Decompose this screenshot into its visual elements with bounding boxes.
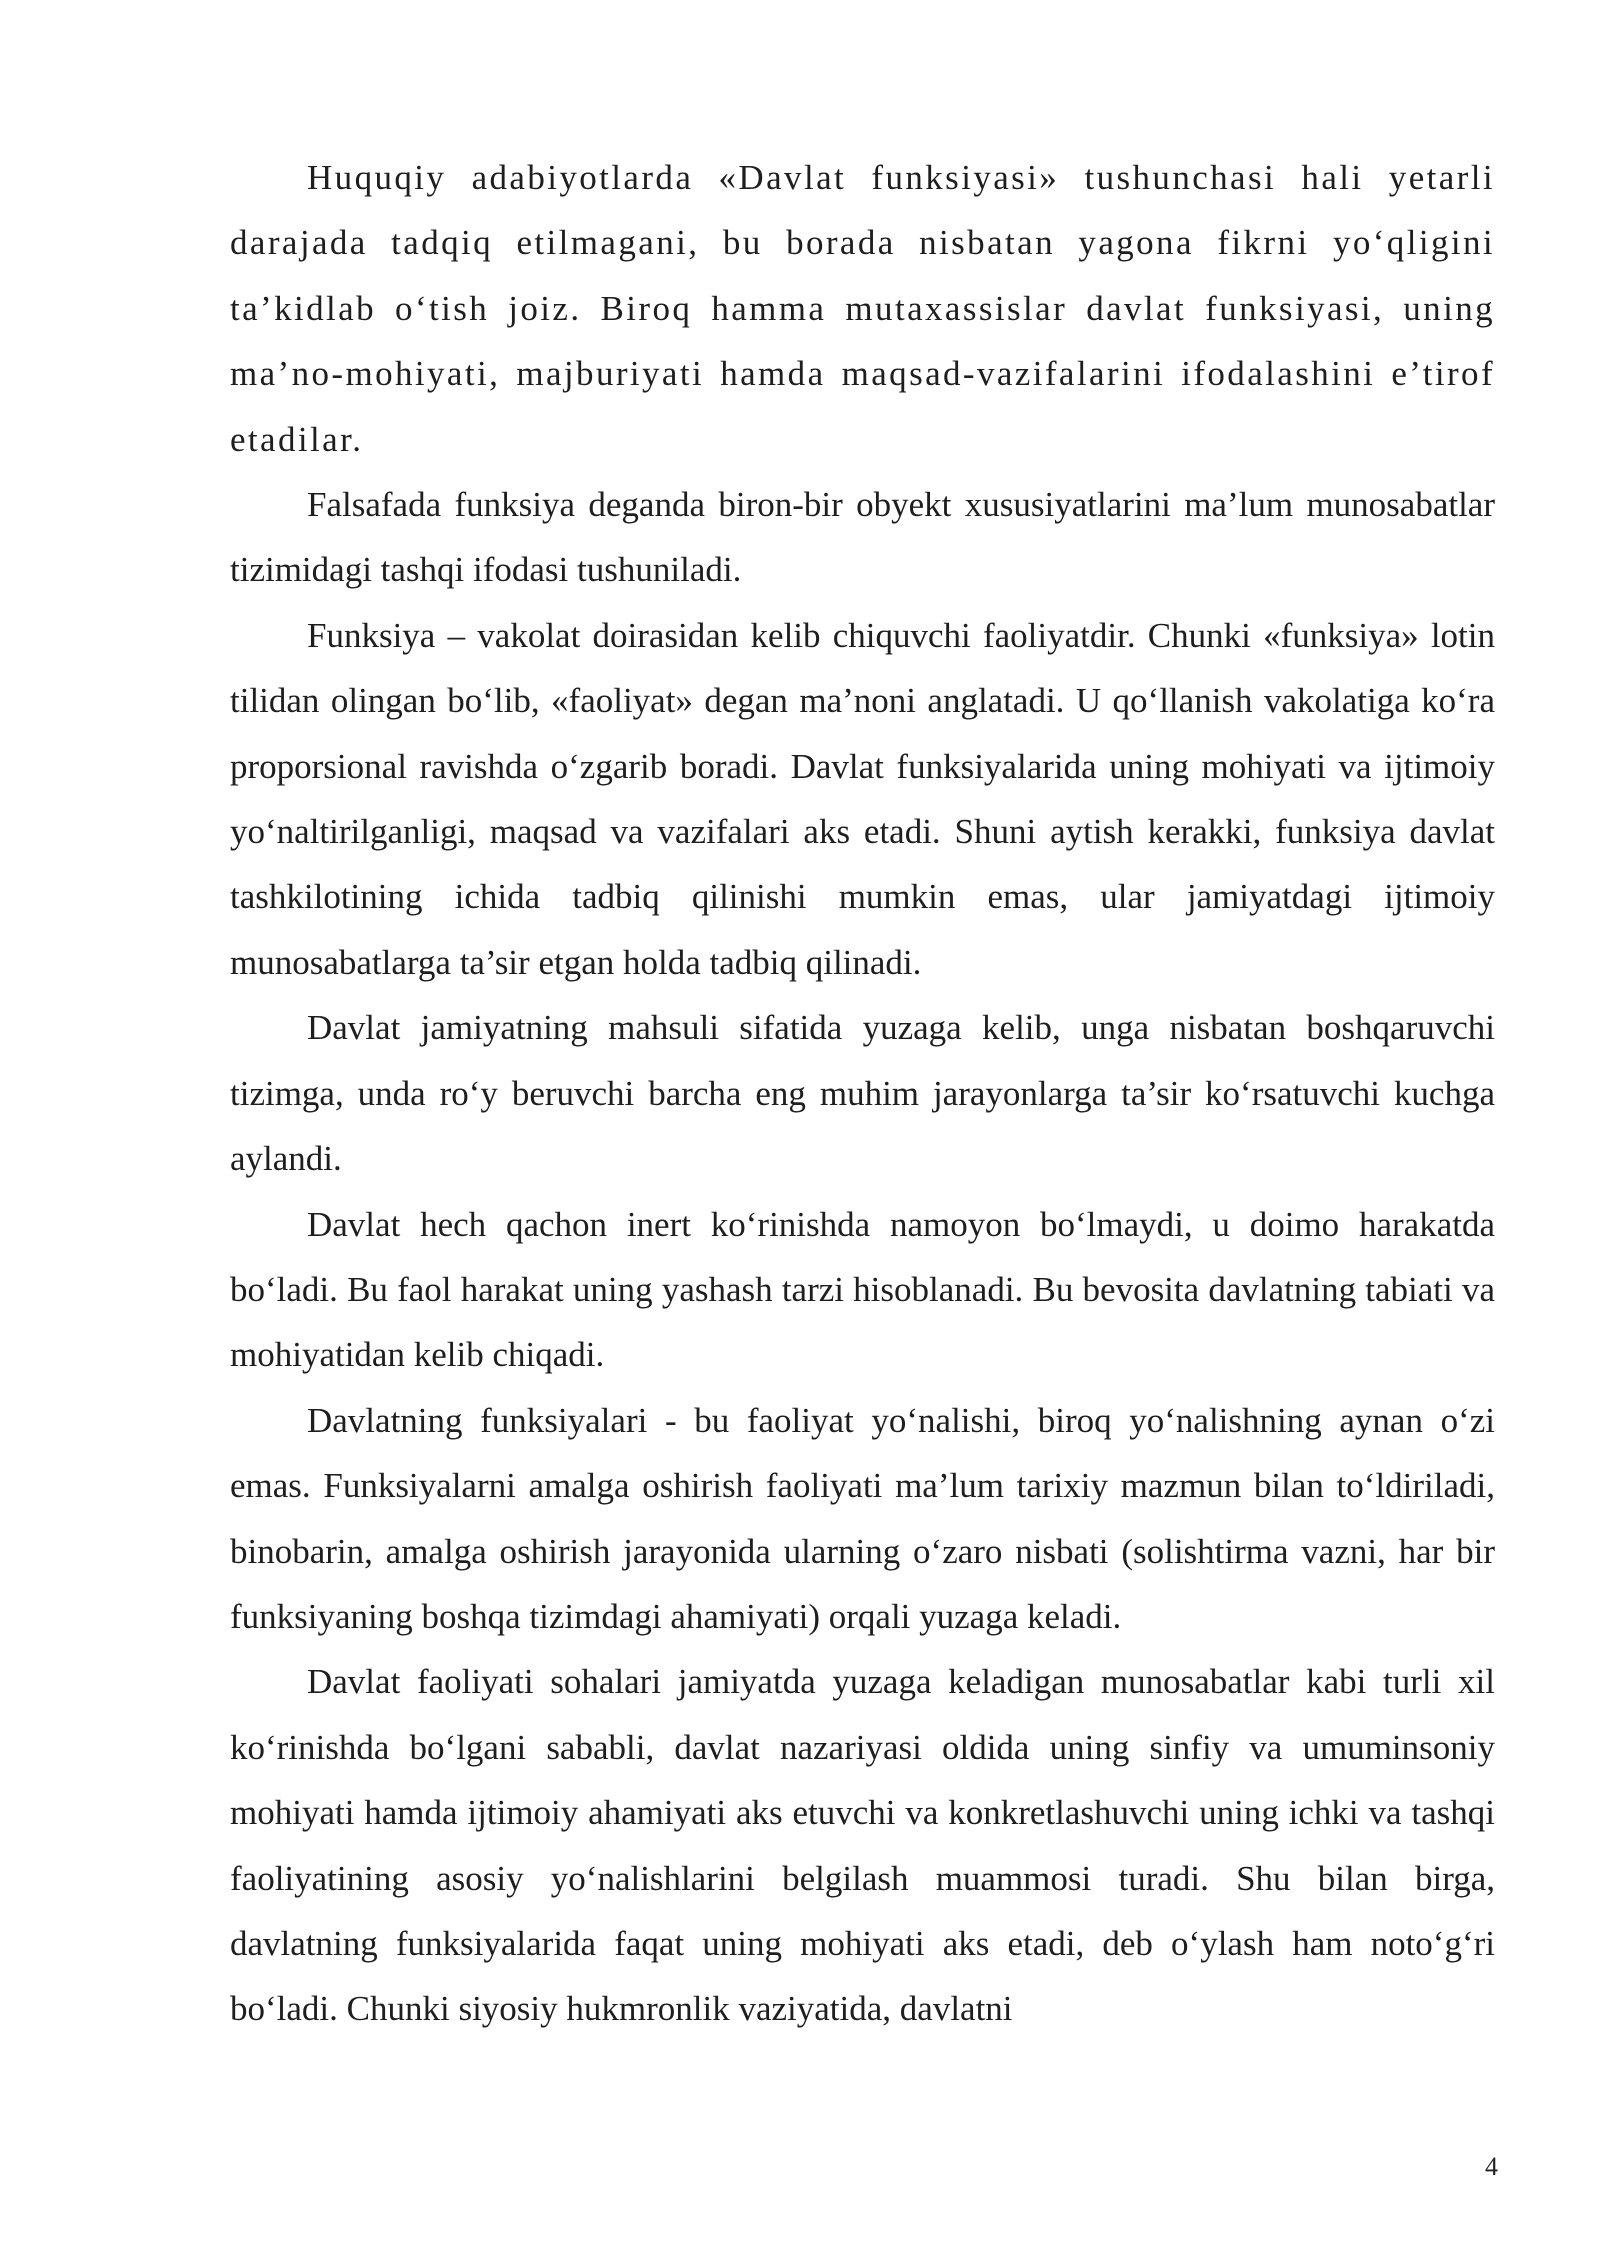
paragraph-6: Davlatning funksiyalari - bu faoliyat yo‘nalishi, biroq yo‘nalishning aynan o‘zi emas. Funksiyalarni amalga oshirish faoliyati ma’lum tarixiy mazmun bilan to‘ldiriladi, binobarin, amalga oshirish jarayonida ularning o‘zaro nisbati (solishtirma vazni, har bir funksiyaning boshqa tizimdagi ahamiyati) orqali yuzaga keladi. bbox=[230, 1400, 1495, 1636]
body-text bbox=[230, 145, 1495, 2042]
paragraph-1: Huquqiy adabiyotlarda «Davlat funksiyasi» tushunchasi hali yetarli darajada tadqiq etilmagani, bu borada nisbatan yagona fikrni yo‘qligini ta’kidlab o‘tish joiz. Biroq hamma mutaxassislar davlat funksiyasi, uning ma’no-mohiyati, majburiyati hamda maqsad-vazifalarini ifodalashini e’tirof etadilar. bbox=[230, 158, 1495, 459]
paragraph-7: Davlat faoliyati sohalari jamiyatda yuzaga keladigan munosabatlar kabi turli xil ko‘rinishda bo‘lgani sababli, davlat nazariyasi oldida uning sinfiy va umuminsoniy mohiyati hamda ijtimoiy ahamiyati aks etuvchi va konkretlashuvchi uning ichki va tashqi faoliyatining asosiy yo‘nalishlarini belgilash muammosi turadi. Shu bilan birga, davlatning funksiyalarida faqat uning mohiyati aks etadi, deb o‘ylash ham noto‘g‘ri bo‘ladi. Chunki siyosiy hukmronlik vaziyatida, davlatni bbox=[230, 1662, 1495, 2029]
paragraph-5: Davlat hech qachon inert ko‘rinishda namoyon bo‘lmaydi, u doimo harakatda bo‘ladi. Bu faol harakat uning yashash tarzi hisoblanadi. Bu bevosita davlatning tabiati va mohiyatidan kelib chiqadi. bbox=[230, 1204, 1495, 1375]
paragraph-2: Falsafada funksiya deganda biron-bir obyekt xususiyatlarini ma’lum munosabatlar tizimidagi tashqi ifodasi tushuniladi. bbox=[230, 485, 1495, 590]
page-number: 4 bbox=[1485, 2152, 1498, 2181]
paragraph-4: Davlat jamiyatning mahsuli sifatida yuzaga kelib, unga nisbatan boshqaruvchi tizimga, unda ro‘y beruvchi barcha eng muhim jarayonlarga ta’sir ko‘rsatuvchi kuchga aylandi. bbox=[230, 1008, 1495, 1179]
paragraph-3: Funksiya – vakolat doirasidan kelib chiquvchi faoliyatdir. Chunki «funksiya» lotin tilidan olingan bo‘lib, «faoliyat» degan ma’noni anglatadi. U qo‘llanish vakolatiga ko‘ra proporsional ravishda o‘zgarib boradi. Davlat funksiyalarida uning mohiyati va ijtimoiy yo‘naltirilganligi, maqsad va vazifalari aks etadi. Shuni aytish kerakki, funksiya davlat tashkilotining ichida tadbiq qilinishi mumkin emas, ular jamiyatdagi ijtimoiy munosabatlarga ta’sir etgan holda tadbiq qilinadi. bbox=[230, 615, 1495, 982]
